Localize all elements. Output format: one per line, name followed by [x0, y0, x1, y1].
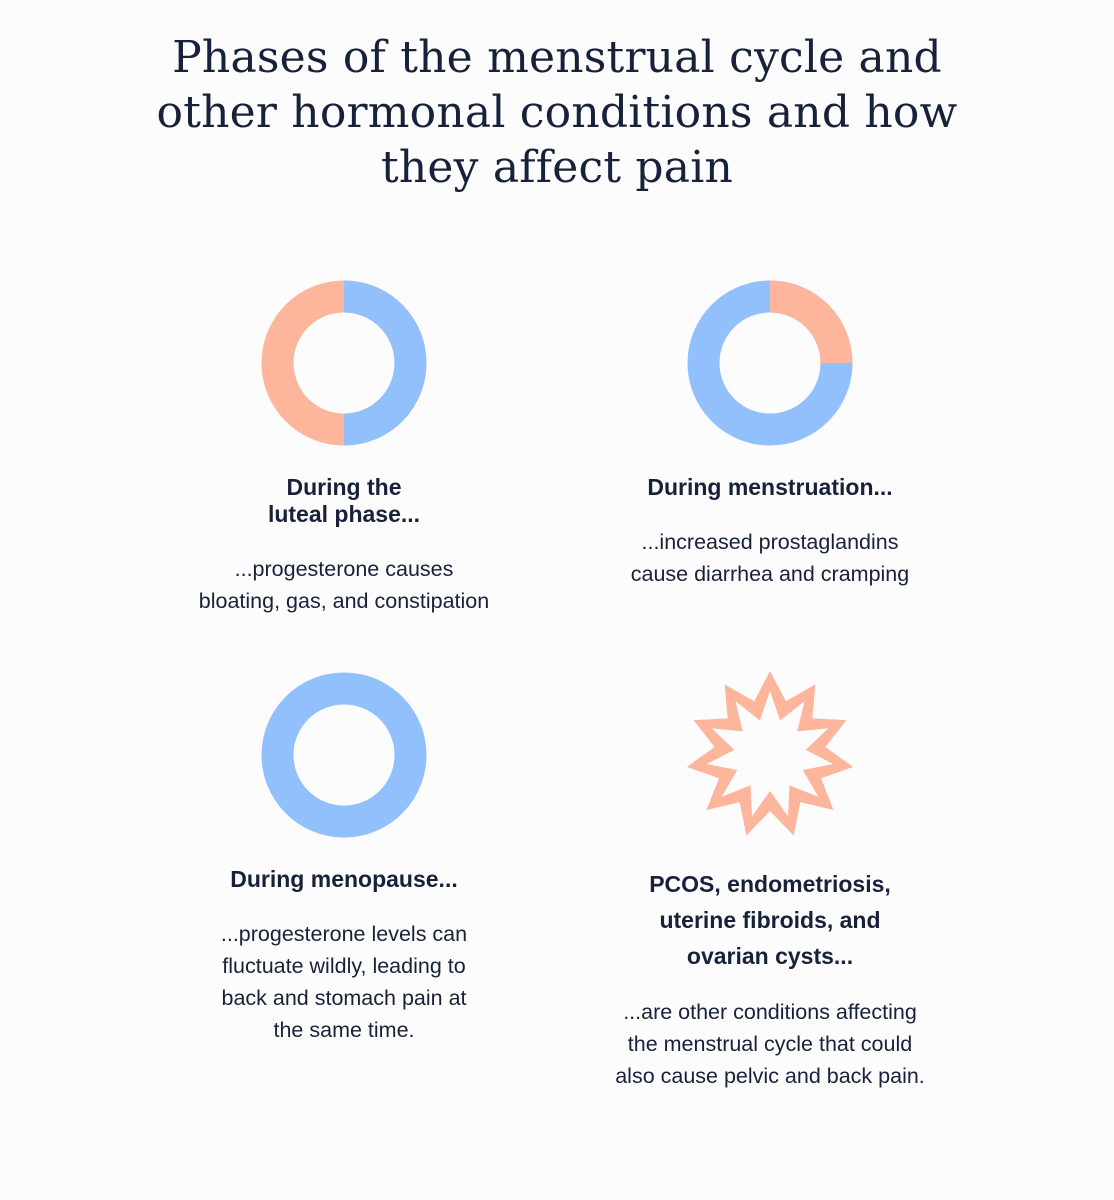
title-line: other hormonal conditions and how — [156, 87, 958, 138]
full-ring-icon — [261, 672, 427, 838]
heading-line: During the — [286, 474, 402, 500]
desc-line: the menstrual cycle that could — [627, 1032, 913, 1056]
card-heading — [134, 866, 554, 893]
title-line: they affect pain — [380, 142, 734, 193]
card-description — [134, 553, 554, 617]
quarter-donut-icon — [687, 280, 853, 446]
heading-line: ovarian cysts... — [686, 943, 854, 969]
desc-line: ...progesterone causes — [234, 557, 454, 581]
card-description — [560, 996, 980, 1092]
card-description — [560, 526, 980, 590]
card-menstruation — [560, 280, 980, 590]
heading-line: During menopause... — [230, 866, 458, 892]
page-title — [0, 30, 1114, 195]
starburst-icon — [687, 672, 853, 838]
heading-line: During menstruation... — [647, 474, 893, 500]
card-menopause — [134, 672, 554, 1046]
desc-line: also cause pelvic and back pain. — [615, 1064, 925, 1088]
desc-line: ...increased prostaglandins — [641, 530, 899, 554]
title-line: Phases of the menstrual cycle and — [172, 32, 942, 83]
heading-line: PCOS, endometriosis, — [649, 871, 891, 897]
card-description — [134, 918, 554, 1046]
card-heading — [134, 474, 554, 528]
desc-line: bloating, gas, and constipation — [198, 589, 490, 613]
heading-line: uterine fibroids, and — [659, 907, 881, 933]
desc-line: ...are other conditions affecting — [623, 1000, 917, 1024]
card-heading — [560, 866, 980, 974]
card-heading — [560, 474, 980, 501]
desc-line: fluctuate wildly, leading to — [222, 954, 466, 978]
card-luteal-phase — [134, 280, 554, 617]
desc-line: the same time. — [273, 1018, 415, 1042]
card-other-conditions — [560, 672, 980, 1092]
desc-line: back and stomach pain at — [221, 986, 467, 1010]
heading-line: luteal phase... — [267, 501, 421, 527]
desc-line: cause diarrhea and cramping — [630, 562, 910, 586]
desc-line: ...progesterone levels can — [220, 922, 468, 946]
half-donut-icon — [261, 280, 427, 446]
